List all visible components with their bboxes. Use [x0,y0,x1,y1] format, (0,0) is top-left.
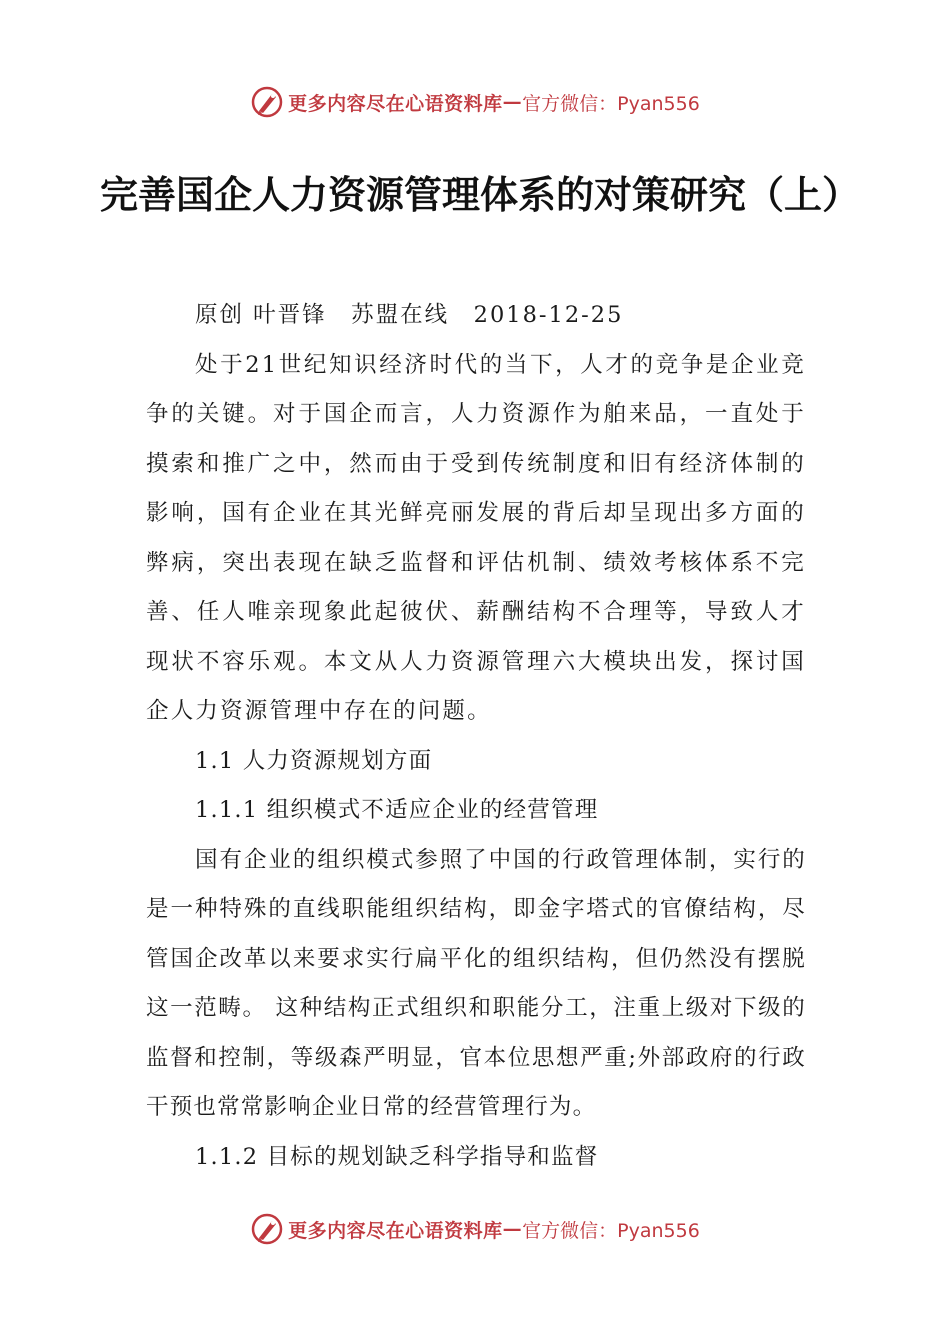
document-body [146,291,806,1182]
document-title: 完善国企人力资源管理体系的对策研究（上） [100,172,861,217]
pen-logo-icon [250,1212,284,1246]
section-heading-1-1-1: 1.1.1 组织模式不适应企业的经营管理 [195,797,599,823]
watermark-wechat: 官方微信：Pyan556 [522,1219,700,1242]
pen-logo-icon [250,85,284,119]
watermark-text: 更多内容尽在心语资料库 [288,92,503,115]
watermark-text: 更多内容尽在心语资料库 [288,1219,503,1242]
watermark-separator: — [502,1218,523,1240]
watermark-banner-top [0,82,950,122]
watermark-banner-bottom [0,1209,950,1249]
watermark-wechat: 官方微信：Pyan556 [522,92,700,115]
watermark-separator: — [502,91,523,113]
paragraph-organization: 国有企业的组织模式参照了中国的行政管理体制，实行的是一种特殊的直线职能组织结构，即金字塔式的官僚结构，尽管国企改革以来要求实行扁平化的组织结构，但仍然没有摆脱这一范畴。 这种结构正式组织和职能分工，注重上级对下级的监督和控制，等级森严明显，官本位思想严重;外部政府的行政干预也常常影响企业日常的经营管理行为。 [146,846,806,1120]
section-heading-1-1-2: 1.1.2 目标的规划缺乏科学指导和监督 [195,1143,599,1170]
section-heading-1-1: 1.1 人力资源规划方面 [195,747,433,774]
paragraph-intro: 处于21世纪知识经济时代的当下，人才的竞争是企业竞争的关键。对于国企而言，人力资源作为舶来品，一直处于摸索和推广之中，然而由于受到传统制度和旧有经济体制的影响，国有企业在其光鲜亮丽发展的背后却呈现出多方面的弊病，突出表现在缺乏监督和评估机制、绩效考核体系不完善、任人唯亲现象此起彼伏、薪酬结构不合理等，导致人才现状不容乐观。本文从人力资源管理六大模块出发，探讨国企人力资源管理中存在的问题。 [146,351,806,724]
byline: 原创 叶晋锋 苏盟在线 2018-12-25 [195,302,624,328]
